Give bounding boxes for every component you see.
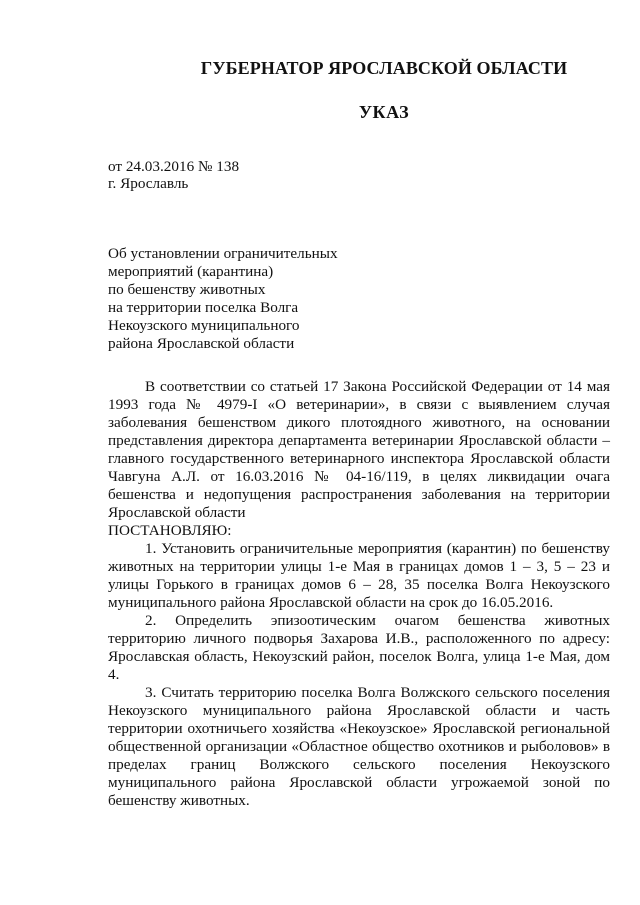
subject-line: мероприятий (карантина) [108, 263, 274, 280]
date-number: от 24.03.2016 № 138 [108, 158, 240, 175]
subject-line: района Ярославской области [108, 335, 295, 352]
city: г. Ярославль [108, 175, 189, 192]
subject-line: на территории поселка Волга [108, 299, 299, 316]
document-subject [108, 245, 338, 353]
clause-1: 1. Установить ограничительные мероприятия (карантин) по бешенству животных на территории улицы 1-е Мая в границах домов 1 – 3, 5 – 23 и улицы Горького в границах домов 6 – 28, 35 поселка Волга Некоузского муниципального района Ярославской области на срок до 16.05.2016. [108, 540, 610, 611]
preamble-paragraph: В соответствии со статьей 17 Закона Российской Федерации от 14 мая 1993 года № 4979-I «О ветеринарии», в связи с выявлением случая заболевания бешенством дикого плотоядного животного, на основании представления директора департамента ветеринарии Ярославской области – главного государственного ветеринарного инспектора Ярославской области Чавгуна А.Л. от 16.03.2016 № 04-16/119, в целях ликвидации очага бешенства и недопущения распространения заболевания на территории Ярославской области [108, 378, 610, 521]
subject-line: Об установлении ограничительных [108, 245, 338, 262]
subject-line: Некоузского муниципального [108, 317, 300, 334]
issuer-title: ГУБЕРНАТОР ЯРОСЛАВСКОЙ ОБЛАСТИ [200, 58, 568, 78]
document-type: УКАЗ [358, 102, 410, 122]
subject-line: по бешенству животных [108, 281, 266, 298]
document-body [108, 378, 610, 810]
resolve-heading: ПОСТАНОВЛЯЮ: [108, 522, 232, 539]
clause-2: 2. Определить эпизоотическим очагом бешенства животных территорию личного подворья Захарова И.В., расположенного по адресу: Ярославская область, Некоузский район, поселок Волга, улица 1-е Мая, дом 4. [108, 612, 610, 683]
clause-3: 3. Считать территорию поселка Волга Волжского сельского поселения Некоузского муниципального района Ярославской области и часть территории охотничьего хозяйства «Некоузское» Ярославской региональной общественной организации «Областное общество охотников и рыболовов» в пределах границ Волжского сельского поселения Некоузского муниципального района Ярославской области угрожаемой зоной по бешенству животных. [108, 684, 610, 809]
